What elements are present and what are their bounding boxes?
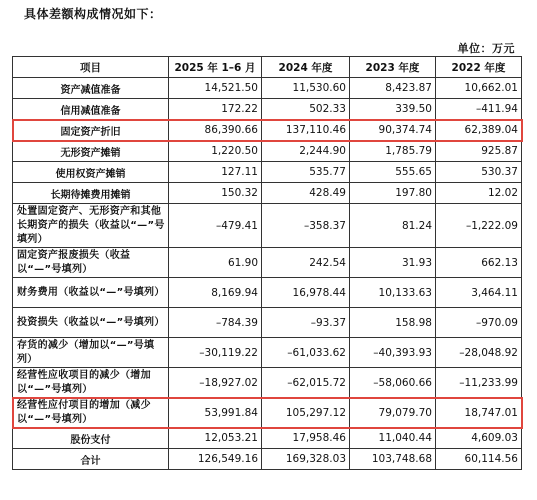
row-label: 使用权资产摊销 bbox=[13, 162, 169, 183]
cell-value: –11,233.99 bbox=[436, 368, 522, 398]
cell-value: 16,978.44 bbox=[262, 278, 350, 308]
cell-value: –479.41 bbox=[169, 204, 262, 248]
cell-value: –784.39 bbox=[169, 308, 262, 338]
cell-value: 502.33 bbox=[262, 99, 350, 120]
row-label: 经营性应付项目的增加（减少以“—”号填列） bbox=[13, 398, 169, 428]
header-item: 项目 bbox=[13, 57, 169, 78]
table-row bbox=[13, 204, 522, 248]
difference-composition-table bbox=[12, 56, 522, 470]
header-2023: 2023 年度 bbox=[350, 57, 436, 78]
row-label: 经营性应收项目的减少（增加以“—”号填列） bbox=[13, 368, 169, 398]
cell-value: 81.24 bbox=[350, 204, 436, 248]
cell-value: 8,423.87 bbox=[350, 78, 436, 99]
cell-value: 12.02 bbox=[436, 183, 522, 204]
table-row-total bbox=[13, 449, 522, 470]
cell-value: 11,040.44 bbox=[350, 428, 436, 449]
table-row bbox=[13, 78, 522, 99]
cell-value: 169,328.03 bbox=[262, 449, 350, 470]
cell-value: –58,060.66 bbox=[350, 368, 436, 398]
cell-value: 79,079.70 bbox=[350, 398, 436, 428]
row-label: 合计 bbox=[13, 449, 169, 470]
cell-value: –28,048.92 bbox=[436, 338, 522, 368]
cell-value: 127.11 bbox=[169, 162, 262, 183]
cell-value: 11,530.60 bbox=[262, 78, 350, 99]
cell-value: 14,521.50 bbox=[169, 78, 262, 99]
cell-value: 137,110.46 bbox=[262, 120, 350, 141]
cell-value: 150.32 bbox=[169, 183, 262, 204]
cell-value: 2,244.90 bbox=[262, 141, 350, 162]
table-row bbox=[13, 368, 522, 398]
row-label: 财务费用（收益以“—”号填列） bbox=[13, 278, 169, 308]
cell-value: –93.37 bbox=[262, 308, 350, 338]
cell-value: 4,609.03 bbox=[436, 428, 522, 449]
cell-value: 12,053.21 bbox=[169, 428, 262, 449]
cell-value: 925.87 bbox=[436, 141, 522, 162]
table-header-row bbox=[13, 57, 522, 78]
unit-label: 单位：万元 bbox=[457, 42, 515, 55]
table-row bbox=[13, 183, 522, 204]
cell-value: 62,389.04 bbox=[436, 120, 522, 141]
cell-value: 61.90 bbox=[169, 248, 262, 278]
row-label: 长期待摊费用摊销 bbox=[13, 183, 169, 204]
table-row bbox=[13, 398, 522, 428]
cell-value: 555.65 bbox=[350, 162, 436, 183]
cell-value: 105,297.12 bbox=[262, 398, 350, 428]
row-label: 固定资产折旧 bbox=[13, 120, 169, 141]
row-label: 股份支付 bbox=[13, 428, 169, 449]
row-label: 无形资产摊销 bbox=[13, 141, 169, 162]
cell-value: 197.80 bbox=[350, 183, 436, 204]
cell-value: –18,927.02 bbox=[169, 368, 262, 398]
row-label: 投资损失（收益以“—”号填列） bbox=[13, 308, 169, 338]
cell-value: 126,549.16 bbox=[169, 449, 262, 470]
cell-value: 90,374.74 bbox=[350, 120, 436, 141]
cell-value: 86,390.66 bbox=[169, 120, 262, 141]
cell-value: 18,747.01 bbox=[436, 398, 522, 428]
cell-value: 103,748.68 bbox=[350, 449, 436, 470]
cell-value: 158.98 bbox=[350, 308, 436, 338]
cell-value: 428.49 bbox=[262, 183, 350, 204]
cell-value: 1,220.50 bbox=[169, 141, 262, 162]
cell-value: –61,033.62 bbox=[262, 338, 350, 368]
table-row bbox=[13, 278, 522, 308]
cell-value: 1,785.79 bbox=[350, 141, 436, 162]
table-row bbox=[13, 99, 522, 120]
cell-value: –1,222.09 bbox=[436, 204, 522, 248]
cell-value: 8,169.94 bbox=[169, 278, 262, 308]
row-label: 信用减值准备 bbox=[13, 99, 169, 120]
cell-value: –40,393.93 bbox=[350, 338, 436, 368]
header-2025h1: 2025 年 1–6 月 bbox=[169, 57, 262, 78]
table-row bbox=[13, 120, 522, 141]
table-row bbox=[13, 248, 522, 278]
table-row bbox=[13, 338, 522, 368]
cell-value: 242.54 bbox=[262, 248, 350, 278]
cell-value: 172.22 bbox=[169, 99, 262, 120]
row-label: 资产减值准备 bbox=[13, 78, 169, 99]
cell-value: 530.37 bbox=[436, 162, 522, 183]
cell-value: 53,991.84 bbox=[169, 398, 262, 428]
row-label: 固定资产报废损失（收益以“—”号填列） bbox=[13, 248, 169, 278]
cell-value: –970.09 bbox=[436, 308, 522, 338]
intro-text: 具体差额构成情况如下： bbox=[24, 7, 162, 21]
row-label: 存货的减少（增加以“—”号填列） bbox=[13, 338, 169, 368]
cell-value: –30,119.22 bbox=[169, 338, 262, 368]
table-row bbox=[13, 308, 522, 338]
cell-value: –62,015.72 bbox=[262, 368, 350, 398]
cell-value: 535.77 bbox=[262, 162, 350, 183]
cell-value: 31.93 bbox=[350, 248, 436, 278]
row-label: 处置固定资产、无形资产和其他长期资产的损失（收益以“—”号填列） bbox=[13, 204, 169, 248]
cell-value: 3,464.11 bbox=[436, 278, 522, 308]
cell-value: 339.50 bbox=[350, 99, 436, 120]
cell-value: 662.13 bbox=[436, 248, 522, 278]
cell-value: 10,133.63 bbox=[350, 278, 436, 308]
cell-value: –411.94 bbox=[436, 99, 522, 120]
cell-value: 10,662.01 bbox=[436, 78, 522, 99]
table-row bbox=[13, 428, 522, 449]
cell-value: 60,114.56 bbox=[436, 449, 522, 470]
header-2022: 2022 年度 bbox=[436, 57, 522, 78]
cell-value: –358.37 bbox=[262, 204, 350, 248]
table-row bbox=[13, 162, 522, 183]
table-row bbox=[13, 141, 522, 162]
cell-value: 17,958.46 bbox=[262, 428, 350, 449]
header-2024: 2024 年度 bbox=[262, 57, 350, 78]
